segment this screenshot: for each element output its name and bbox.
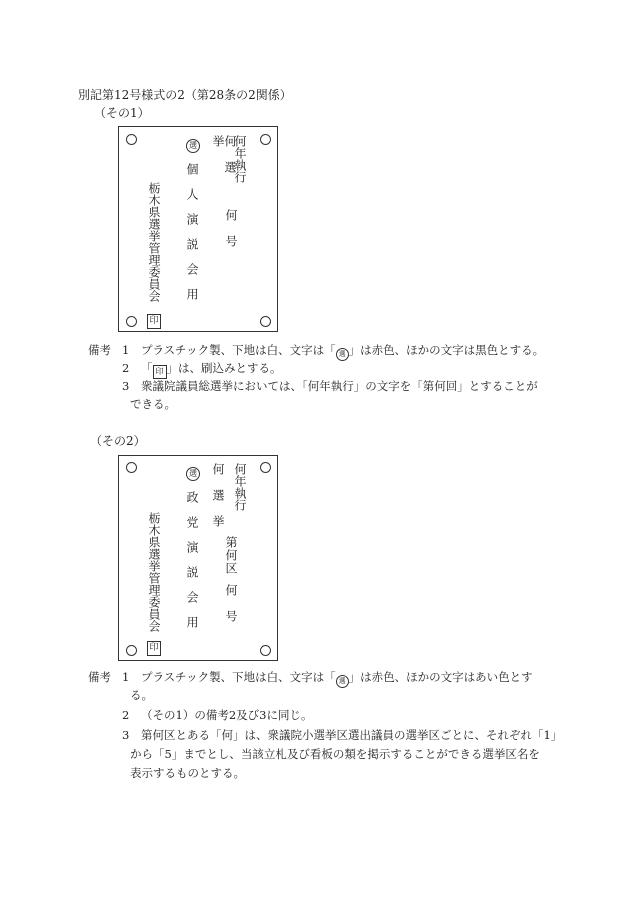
notes2-item2: （その1）の備考2及び3に同じ。	[141, 708, 313, 722]
board1-senkyo-stamp: 選	[186, 139, 200, 153]
part-1-label: （その1）	[94, 106, 150, 120]
notes1-seal: 印	[153, 365, 167, 379]
board1-col-year: 何年執行	[233, 135, 247, 183]
notes1-item2	[141, 359, 282, 379]
notes2-item1	[141, 668, 533, 688]
sign-board-2	[118, 455, 278, 661]
board2-issuer: 栃木県選挙管理委員会	[147, 512, 161, 632]
board2-senkyo-stamp: 選	[186, 467, 200, 481]
notes2-item3-line2: から「5」までとし、当該立札及び看板の類を掲示することができる選挙区名を	[130, 747, 540, 761]
notes2-item2-number: 2	[122, 708, 130, 722]
notes2-item1-line2: る。	[130, 688, 153, 702]
notes1-item2-text-b: 」は、刷込みとする。	[166, 361, 282, 375]
board1-seal: 印	[147, 314, 161, 329]
notes1-item1-text-b: 」は赤色、ほかの文字は黒色とする。	[348, 343, 545, 357]
notes2-item3-number: 3	[122, 728, 130, 742]
board1-col-purpose: 個人演説会用	[185, 163, 199, 313]
board2-seal: 印	[147, 641, 161, 656]
notes2-item1-text-a: プラスチック製、下地は白、文字は「	[141, 670, 336, 684]
part-2-label: （その2）	[90, 434, 146, 448]
notes1-item3-line2: できる。	[130, 397, 176, 411]
notes2-item3-line3: 表示するものとする。	[130, 766, 245, 780]
sign-board-1	[118, 126, 278, 332]
notes1-item1-number: 1	[122, 343, 130, 357]
board1-col-number: 何号	[224, 209, 238, 261]
mount-hole-bottom-right	[260, 316, 271, 327]
form-title: 別記第12号様式の2（第28条の2関係）	[78, 88, 292, 102]
notes1-item2-number: 2	[122, 361, 130, 375]
notes2-senkyo-stamp: 選	[336, 675, 349, 688]
mount-hole-top-left	[126, 462, 137, 473]
notes2-label: 備考	[88, 670, 111, 684]
notes1-item3-line1: 衆議院議員総選挙においては、「何年執行」の文字を「第何回」とすることが	[141, 379, 538, 393]
board1-col-election: 何選挙	[211, 135, 237, 187]
mount-hole-top-right	[260, 462, 271, 473]
board2-col-number: 何号	[224, 584, 238, 636]
mount-hole-top-right	[260, 134, 271, 145]
notes1-item1-text-a: プラスチック製、下地は白、文字は「	[141, 343, 336, 357]
board2-col-year: 何年執行	[233, 463, 247, 511]
notes1-item3-number: 3	[122, 379, 130, 393]
board2-col-district: 第何区	[224, 536, 238, 575]
notes1-item2-text-a: 「	[141, 361, 153, 375]
notes2-item1-text-b: 」は赤色、ほかの文字はあい色とす	[348, 670, 533, 684]
mount-hole-bottom-right	[260, 645, 271, 656]
board1-issuer: 栃木県選挙管理委員会	[147, 182, 161, 302]
notes2-item3-line1: 第何区とある「何」は、衆議院小選挙区選出議員の選挙区ごとに、それぞれ「1」	[141, 728, 563, 742]
notes1-label: 備考	[88, 343, 111, 357]
board2-col-purpose: 政党演説会用	[185, 491, 199, 641]
notes2-item1-number: 1	[122, 670, 130, 684]
mount-hole-bottom-left	[126, 316, 137, 327]
notes1-senkyo-stamp: 選	[336, 348, 349, 361]
board2-col-election: 何選挙	[211, 463, 225, 541]
mount-hole-bottom-left	[126, 645, 137, 656]
notes1-item1	[141, 341, 544, 361]
mount-hole-top-left	[126, 134, 137, 145]
